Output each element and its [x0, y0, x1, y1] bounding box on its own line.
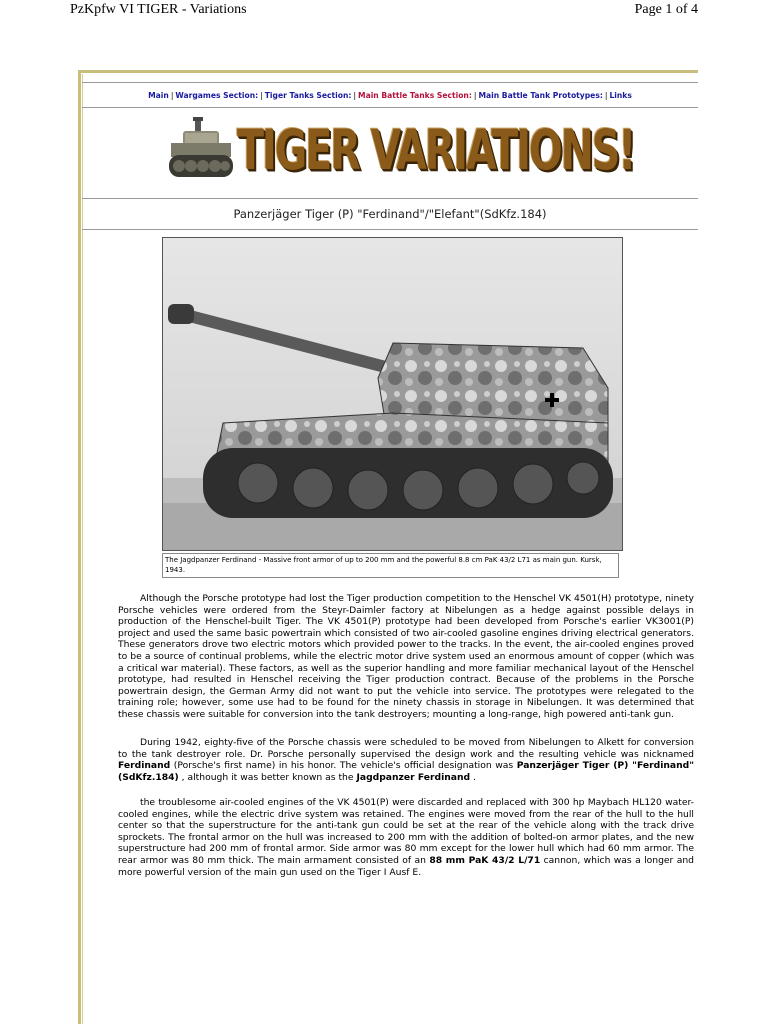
paragraph-2-text-c: (Porsche's first name) in his honor. The vehicle's official designation was — [170, 760, 517, 772]
site-banner — [165, 115, 635, 190]
site-navigation — [82, 82, 698, 108]
nav-separator: | — [604, 90, 608, 100]
paragraph-2-text-d: , although it was better known as the — [178, 771, 357, 783]
nav-separator: | — [353, 90, 357, 100]
ferdinand-tank-photo — [162, 237, 623, 551]
nav-separator: | — [260, 90, 263, 100]
print-header — [0, 0, 768, 22]
paragraph-2-bold-jagdpanzer: Jagdpanzer Ferdinand — [356, 771, 471, 783]
page-subtitle — [82, 198, 698, 230]
nav-link-main[interactable]: Main — [148, 90, 169, 100]
tiger-tank-icon — [165, 115, 237, 187]
banner-title: TIGER VARIATIONS! — [237, 119, 635, 183]
paragraph-3-text-a: the troublesome air-cooled engines of the VK 4501(P) were discarded and replaced with 300 hp Maybach HL120 water-cooled engines, while the electric drive system was retained. The engines were moved from the rear of the hull to the hull center so that the superstructure for the anti-tank gun could be set at the rear of the vehicle along with the track drive sprockets. The frontal armor on the hull was increased to 200 mm with the addition of bolted-on armor plates, and the new superstructure had 200 mm of frontal armor. Side armor was 80 mm except for the lower hull which had 60 mm armor. The rear armor was 80 mm thick. The main armament consisted of an — [118, 797, 694, 866]
nav-link-links[interactable]: Links — [609, 90, 632, 100]
tank-photo-illustration — [163, 238, 622, 550]
nav-link-wargames[interactable]: Wargames Section: — [175, 90, 259, 100]
paragraph-2-bold-designation: Panzerjäger Tiger (P) "Ferdinand" (SdKfz.184) — [118, 760, 694, 783]
paragraph-3-text-c: cannon, which was a longer and more powerful version of the main gun used on the Tiger I Ausf E. — [118, 854, 694, 878]
frame-top-border — [78, 70, 698, 73]
paragraph-2 — [118, 737, 694, 783]
subtitle-text: Panzerjäger Tiger (P) "Ferdinand"/"Elefant"(SdKfz.184) — [233, 207, 547, 221]
paragraph-1-text: Although the Porsche prototype had lost the Tiger production competition to the Henschel VK 4501(H) prototype, ninety Porsche vehicles were ordered from the Steyr-Daimler factory at Nibelungen as a hedge against possible delays in production of the Henschel-built Tiger. The VK 4501(P) prototype had been developed from Porsche's earlier VK3001(P) project and used the same basic powertrain which consisted of two air-cooled gasoline engines driving electrical generators. These generators drove two electric motors which provided power to the tracks. In the event, the air-cooled engines proved to be a source of continual problems, while the electric motor drive system used an enormous amount of copper (which was a critical war material). These factors, as well as the superior handling and more familiar mechanical layout of the Henschel prototype, had resulted in Henschel receiving the Tiger production contract. Because of the problems in the Porsche powertrain design, the German Army did not want to put the vehicle into service. The prototypes were relegated to the training role; however, some use had to be found for the ninety chassis in storage in Nibelungen. It was determined that these chassis were suitable for conversion into the tank destroyers; mounting a long-range, high powered anti-tank gun. — [118, 593, 694, 720]
paragraph-2-bold-ferdinand: Ferdinand — [118, 760, 171, 772]
paragraph-1 — [118, 593, 694, 721]
page-number: Page 1 of 4 — [634, 2, 698, 17]
paragraph-3-bold-gun: 88 mm PaK 43/2 L/71 — [429, 854, 541, 866]
nav-link-main-battle-tanks[interactable]: Main Battle Tanks Section: — [358, 90, 472, 100]
paragraph-3 — [118, 797, 694, 878]
nav-separator: | — [170, 90, 174, 100]
photo-caption: The Jagdpanzer Ferdinand - Massive front armor of up to 200 mm and the powerful 8.8 cm PaK 43/2 L71 as main gun. Kursk, 1943. — [162, 553, 619, 578]
paragraph-2-text-e: . — [470, 771, 476, 783]
nav-separator: | — [473, 90, 477, 100]
frame-left-border — [78, 70, 81, 1024]
nav-link-tiger-tanks[interactable]: Tiger Tanks Section: — [264, 90, 352, 100]
paragraph-2-text-a: During 1942, eighty-five of the Porsche chassis were scheduled to be moved from Nibelungen to Alkett for conversion to the tank destroyer role. Dr. Porsche personally supervised the design work and the resulting vehicle was nicknamed — [118, 737, 694, 760]
nav-link-mbt-prototypes[interactable]: Main Battle Tank Prototypes: — [478, 90, 603, 100]
print-header-title: PzKpfw VI TIGER - Variations — [70, 2, 247, 17]
